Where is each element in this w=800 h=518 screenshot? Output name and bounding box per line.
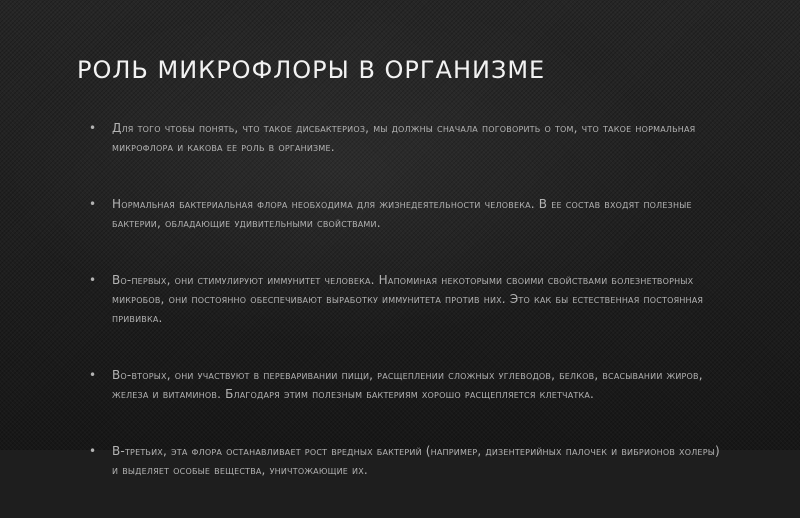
bullet-dot-icon: • — [89, 368, 97, 382]
bullet-item — [88, 271, 728, 328]
bullet-item — [88, 119, 728, 157]
bullet-dot-icon: • — [89, 273, 97, 287]
bullet-item — [88, 442, 728, 480]
bullet-dot-icon: • — [89, 444, 97, 458]
bullet-text: Для того чтобы понять, что такое дисбактериоз, мы должны сначала поговорить о том, что такое нормальная микрофлора и какова ее роль в организме. — [112, 121, 696, 154]
slide-title: РОЛЬ МИКРОФЛОРЫ В ОРГАНИЗМЕ — [77, 56, 546, 84]
bullet-text: В-третьих, эта флора останавливает рост вредных бактерий (например, дизентерийных палочек и вибрионов холеры) и выделяет особые вещества, уничтожающие их. — [112, 444, 720, 477]
bullet-text: Во-вторых, они участвуют в переваривании пищи, расщеплении сложных углеводов, белков, всасывании жиров, железа и витаминов. Благодаря этим полезным бактериям хорошо расщепляется клетчатка. — [112, 368, 703, 401]
bullet-list — [88, 119, 728, 518]
bullet-dot-icon: • — [89, 121, 97, 135]
bullet-text: Нормальная бактериальная флора необходима для жизнедеятельности человека. В ее состав входят полезные бактерии, обладающие удивительными свойствами. — [112, 197, 692, 230]
bullet-dot-icon: • — [89, 197, 97, 211]
bullet-item — [88, 195, 728, 233]
bullet-item — [88, 366, 728, 404]
bullet-text: Во-первых, они стимулируют иммунитет человека. Напоминая некоторыми своими свойствами болезнетворных микробов, они постоянно обеспечивают выработку иммунитета против них. Это как бы естественная постоянная прививка. — [112, 273, 704, 325]
